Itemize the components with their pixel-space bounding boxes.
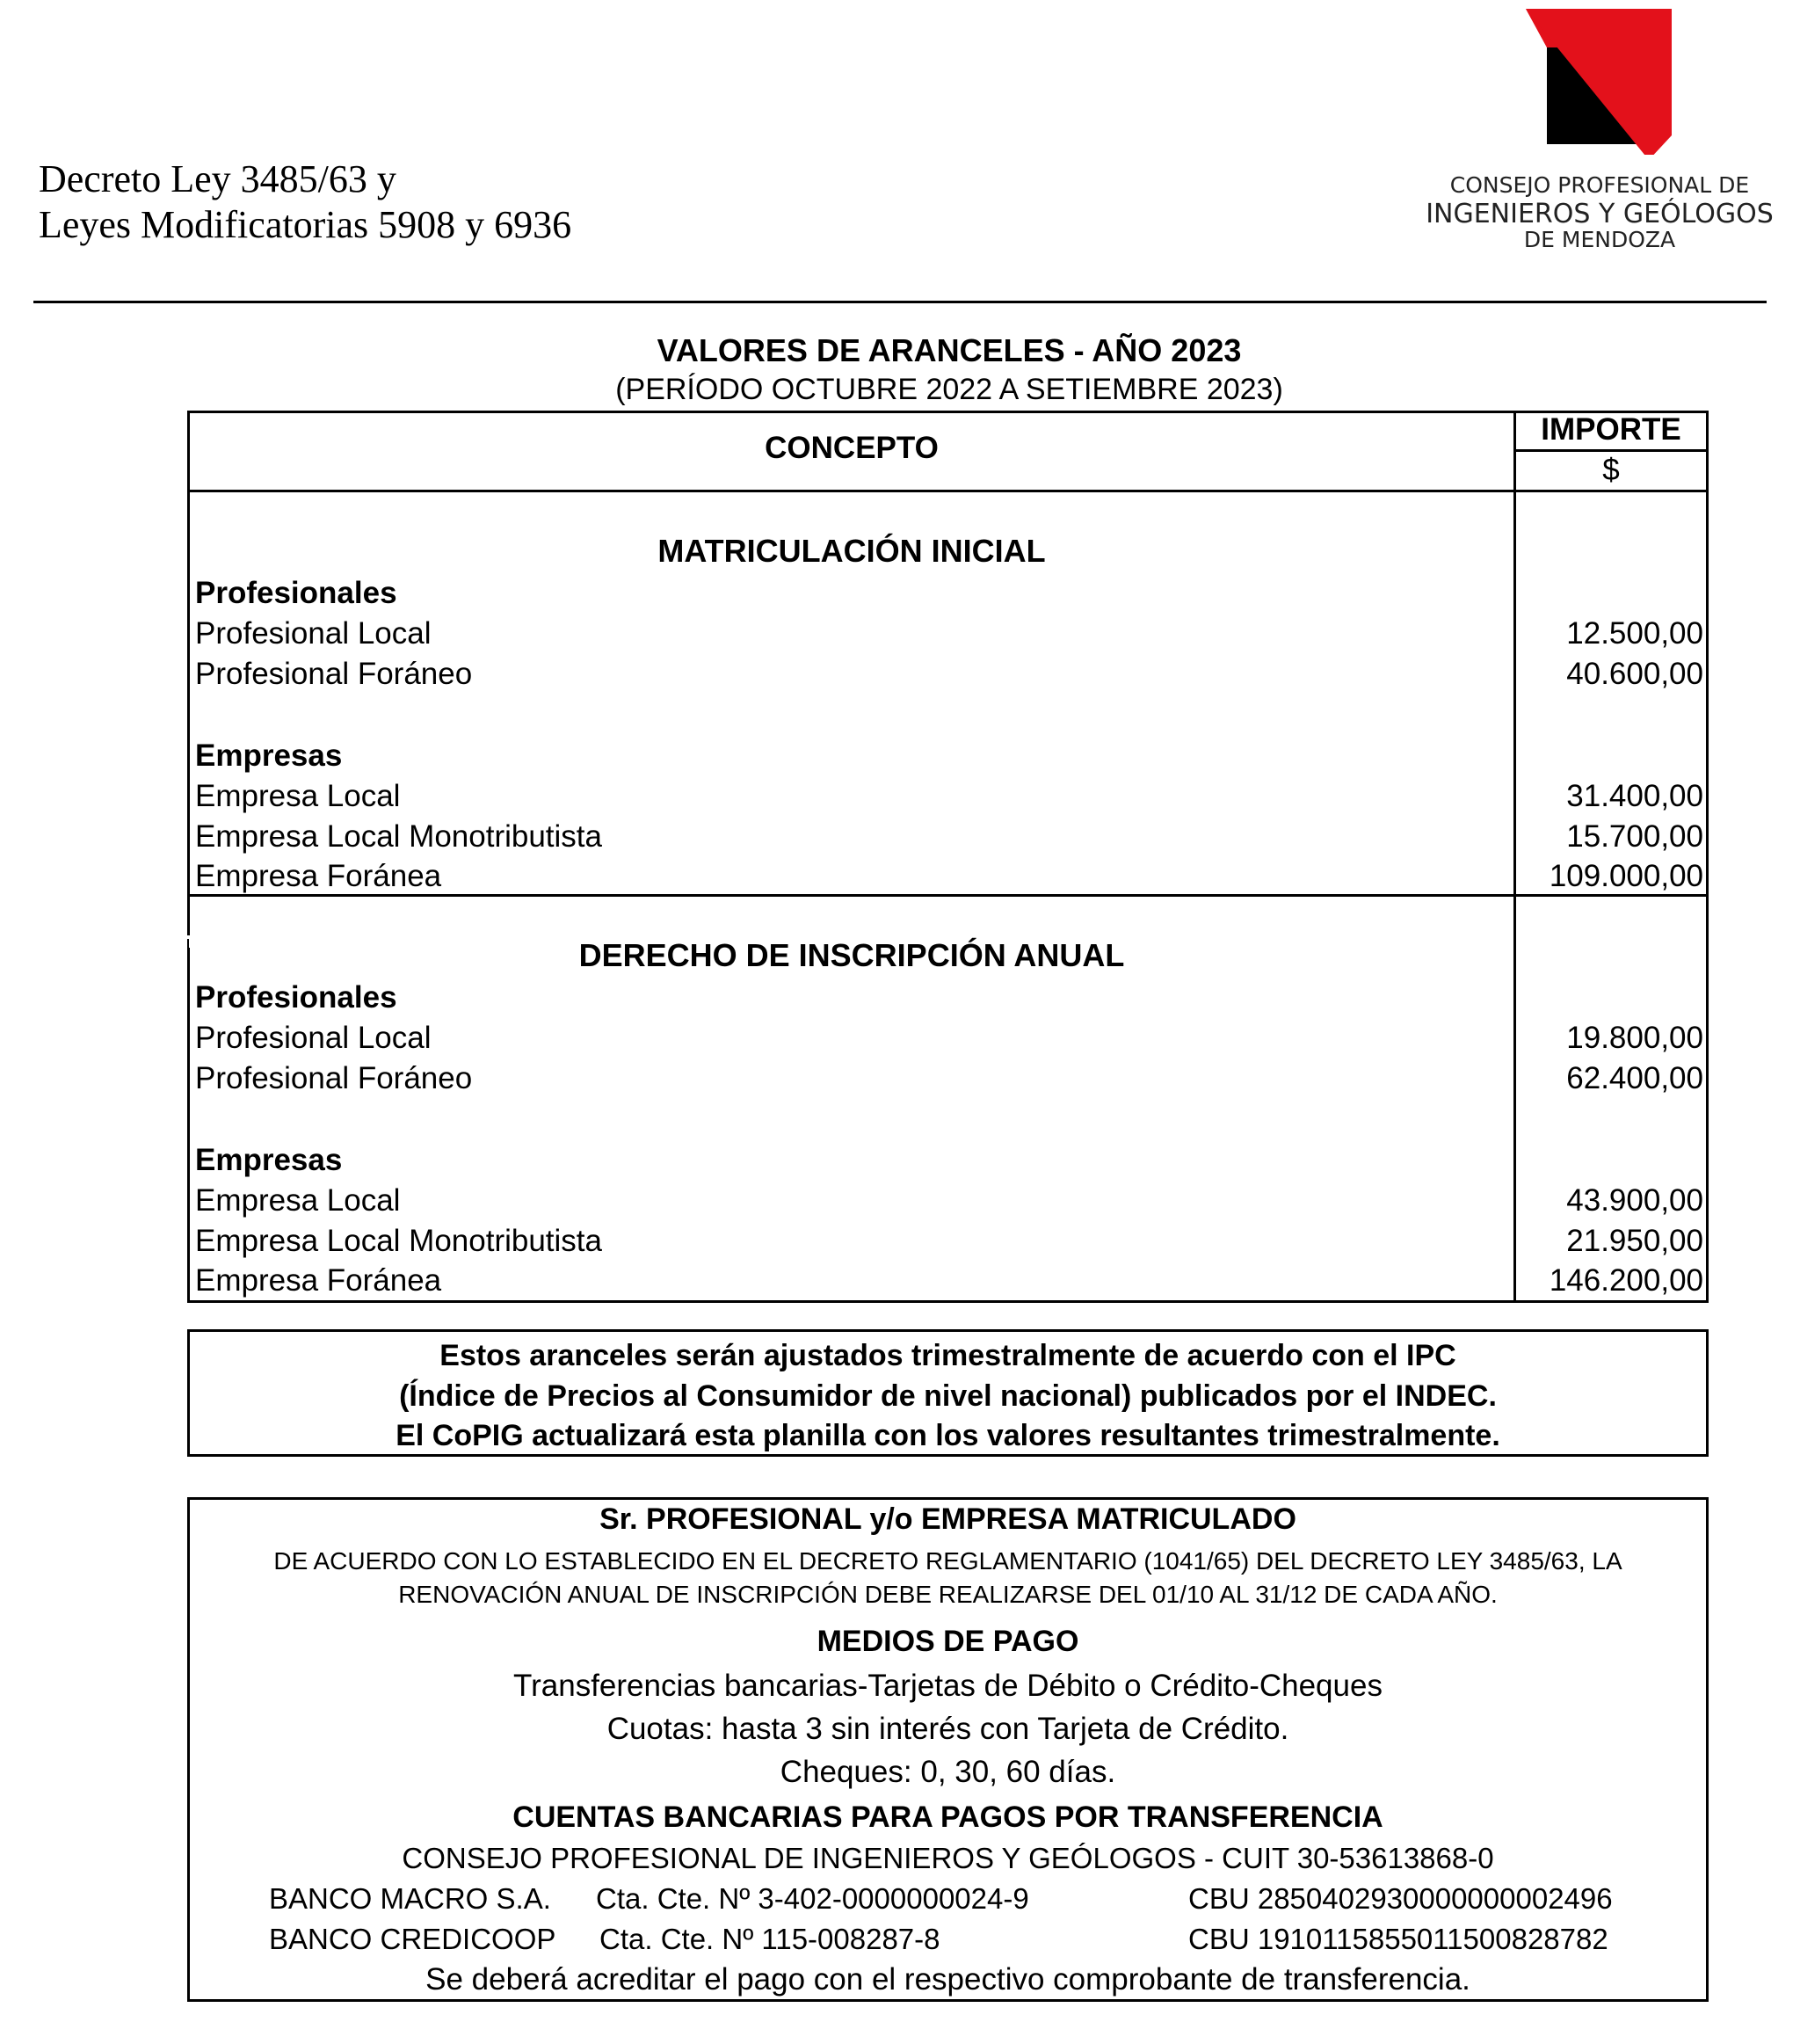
row-label: Profesional Local <box>195 1021 432 1055</box>
row-label: Empresa Foránea <box>195 1263 442 1298</box>
header-divider <box>33 301 1767 303</box>
column-header-currency: $ <box>1602 453 1620 487</box>
notice-line2: (Índice de Precios al Consumidor de nivel nacional) publicados por el INDEC. <box>399 1379 1497 1413</box>
group-heading: Profesionales <box>195 576 397 610</box>
row-value: 15.700,00 <box>1566 819 1703 854</box>
logo-text-line1: CONSEJO PROFESIONAL DE <box>1449 172 1750 198</box>
payment-methods-heading: MEDIOS DE PAGO <box>817 1625 1079 1658</box>
table-row <box>195 614 1703 654</box>
bank-cbu: CBU 2850402930000000002496 <box>1188 1882 1613 1915</box>
row-label: Profesional Foráneo <box>195 1061 473 1095</box>
row-label: Empresa Local <box>195 1183 401 1218</box>
notice-line1: Estos aranceles serán ajustados trimestralmente de acuerdo con el IPC <box>439 1339 1456 1372</box>
row-value: 146.200,00 <box>1549 1263 1703 1298</box>
row-value: 109.000,00 <box>1549 859 1703 893</box>
table-row <box>195 817 1703 857</box>
row-value: 40.600,00 <box>1566 657 1703 691</box>
row-label: Profesional Local <box>195 616 432 651</box>
law-reference-line1: Decreto Ley 3485/63 y <box>39 157 396 200</box>
group-heading: Profesionales <box>195 980 397 1015</box>
decree-text-line1: DE ACUERDO CON LO ESTABLECIDO EN EL DECRETO REGLAMENTARIO (1041/65) DEL DECRETO LEY 3485/63, LA <box>273 1547 1622 1575</box>
row-label: Empresa Foránea <box>195 859 442 893</box>
section-title: MATRICULACIÓN INICIAL <box>657 533 1046 569</box>
payment-methods-line3: Cheques: 0, 30, 60 días. <box>780 1755 1116 1789</box>
row-label: Empresa Local Monotributista <box>195 1224 602 1258</box>
bank-account-number: Cta. Cte. Nº 115-008287-8 <box>599 1923 940 1955</box>
group-heading: Empresas <box>195 738 343 773</box>
row-value: 12.500,00 <box>1566 616 1703 651</box>
logo-text-line3: DE MENDOZA <box>1523 227 1676 252</box>
bank-cbu: CBU 1910115855011500828782 <box>1188 1923 1608 1955</box>
row-value: 31.400,00 <box>1566 779 1703 813</box>
table-row <box>195 1018 1703 1058</box>
bank-name: BANCO CREDICOOP <box>269 1923 556 1955</box>
info-heading: Sr. PROFESIONAL y/o EMPRESA MATRICULADO <box>599 1502 1296 1536</box>
bank-name: BANCO MACRO S.A. <box>269 1882 551 1915</box>
decree-text-line2: RENOVACIÓN ANUAL DE INSCRIPCIÓN DEBE REALIZARSE DEL 01/10 AL 31/12 DE CADA AÑO. <box>398 1581 1498 1608</box>
table-row <box>195 856 1703 897</box>
row-label: Profesional Foráneo <box>195 657 473 691</box>
row-label: Empresa Local <box>195 779 401 813</box>
page-title: VALORES DE ARANCELES - AÑO 2023 <box>657 332 1242 368</box>
row-value: 62.400,00 <box>1566 1061 1703 1095</box>
row-value: 19.800,00 <box>1566 1021 1703 1055</box>
transfer-proof-note: Se deberá acreditar el pago con el respectivo comprobante de transferencia. <box>425 1962 1470 1997</box>
row-value: 43.900,00 <box>1566 1183 1703 1218</box>
payment-methods-line1: Transferencias bancarias-Tarjetas de Débito o Crédito-Cheques <box>513 1669 1383 1703</box>
column-header-amount: IMPORTE <box>1541 412 1681 447</box>
table-row <box>195 654 1703 695</box>
notice-line3: El CoPIG actualizará esta planilla con los valores resultantes trimestralmente. <box>396 1419 1500 1452</box>
logo-text-line2: INGENIEROS Y GEÓLOGOS <box>1426 199 1774 229</box>
section-title: DERECHO DE INSCRIPCIÓN ANUAL <box>578 937 1125 973</box>
table-row <box>195 1181 1703 1221</box>
amount-header-divider <box>1513 449 1709 452</box>
law-reference-line2: Leyes Modificatorias 5908 y 6936 <box>39 203 572 246</box>
column-header-concept: CONCEPTO <box>765 431 939 465</box>
table-row <box>195 1058 1703 1099</box>
group-heading: Empresas <box>195 1143 343 1177</box>
page-subtitle: (PERÍODO OCTUBRE 2022 A SETIEMBRE 2023) <box>615 373 1283 406</box>
table-row <box>195 1221 1703 1262</box>
bank-account-number: Cta. Cte. Nº 3-402-0000000024-9 <box>596 1882 1029 1915</box>
row-label: Empresa Local Monotributista <box>195 819 602 854</box>
table-row <box>195 776 1703 817</box>
copig-logo-icon <box>1521 5 1679 155</box>
account-holder: CONSEJO PROFESIONAL DE INGENIEROS Y GEÓLOGOS - CUIT 30-53613868-0 <box>402 1842 1494 1874</box>
bank-accounts-heading: CUENTAS BANCARIAS PARA PAGOS POR TRANSFERENCIA <box>512 1800 1383 1834</box>
table-row <box>195 1261 1703 1301</box>
payment-methods-line2: Cuotas: hasta 3 sin interés con Tarjeta de Crédito. <box>606 1712 1289 1746</box>
row-value: 21.950,00 <box>1566 1224 1703 1258</box>
table-header-divider <box>187 490 1709 492</box>
